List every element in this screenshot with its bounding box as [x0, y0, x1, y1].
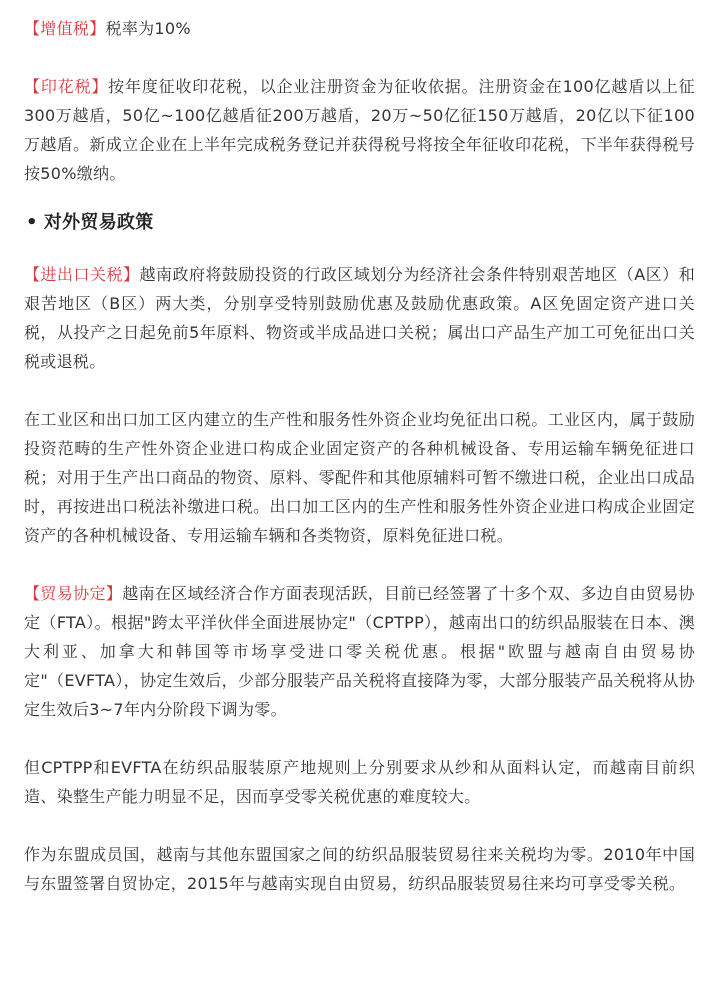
trade-agreement-paragraph [24, 579, 695, 724]
trade-agreement-text: 越南在区域经济合作方面表现活跃，目前已经签署了十多个双、多边自由贸易协定（FTA）。根据"跨太平洋伙伴全面进展协定"（CPTPP），越南出口的纺织品服装在日本、澳大利亚、加拿大和韩国等市场享受进口零关税优惠。根据"欧盟与越南自由贸易协定"（EVFTA），协定生效后，少部分服装产品关税将直接降为零，大部分服装产品关税将从协定生效后3~7年内分阶段下调为零。 [24, 584, 695, 719]
trade-agreement-tag: 【贸易协定】 [24, 584, 123, 603]
spacer [24, 550, 695, 579]
industrial-zone-paragraph [24, 405, 695, 550]
spacer [24, 188, 695, 208]
stamp-duty-tag: 【印花税】 [24, 77, 109, 96]
origin-rules-paragraph [24, 753, 695, 811]
asean-paragraph [24, 840, 695, 898]
asean-text: 作为东盟成员国，越南与其他东盟国家之间的纺织品服装贸易往来关税均为零。2010年中国与东盟签署自贸协定，2015年与越南实现自由贸易，纺织品服装贸易往来均可享受零关税。 [24, 845, 695, 893]
spacer [24, 43, 695, 72]
industrial-zone-text: 在工业区和出口加工区内建立的生产性和服务性外资企业均免征出口税。工业区内，属于鼓励投资范畴的生产性外资企业进口构成企业固定资产的各种机械设备、专用运输车辆免征进口税；对用于生产出口商品的物资、原料、零配件和其他原辅料可暂不缴进口税，企业出口成品时，再按进出口税法补缴进口税。出口加工区内的生产性和服务性外资企业进口构成企业固定资产的各种机械设备、专用运输车辆和各类物资，原料免征进口税。 [24, 410, 695, 545]
vat-text: 税率为10% [105, 19, 191, 38]
import-export-tag: 【进出口关税】 [24, 265, 140, 284]
import-export-paragraph [24, 260, 695, 376]
import-export-text: 越南政府将鼓励投资的行政区域划分为经济社会条件特别艰苦地区（A区）和艰苦地区（B区）两大类，分别享受特别鼓励优惠及鼓励优惠政策。A区免固定资产进口关税，从投产之日起免前5年原料、物资或半成品进口关税；属出口产品生产加工可免征出口关税或退税。 [24, 265, 695, 371]
origin-rules-text: 但CPTPP和EVFTA在纺织品服装原产地规则上分别要求从纱和从面料认定，而越南目前织造、染整生产能力明显不足，因而享受零关税优惠的难度较大。 [24, 758, 695, 806]
vat-tag: 【增值税】 [24, 19, 106, 38]
spacer [24, 376, 695, 405]
section-heading [24, 208, 695, 238]
bullet-icon: • [26, 212, 38, 233]
spacer [24, 238, 695, 260]
spacer [24, 811, 695, 840]
stamp-duty-paragraph [24, 72, 695, 188]
spacer [24, 724, 695, 753]
stamp-duty-text: 按年度征收印花税，以企业注册资金为征收依据。注册资金在100亿越盾以上征300万越盾，50亿~100亿越盾征200万越盾，20万~50亿征150万越盾，20亿以下征100万越盾。新成立企业在上半年完成税务登记并获得税号将按全年征收印花税，下半年获得税号按50%缴纳。 [24, 77, 695, 183]
section-heading-title: 对外贸易政策 [43, 212, 154, 233]
vat-paragraph [24, 14, 695, 43]
